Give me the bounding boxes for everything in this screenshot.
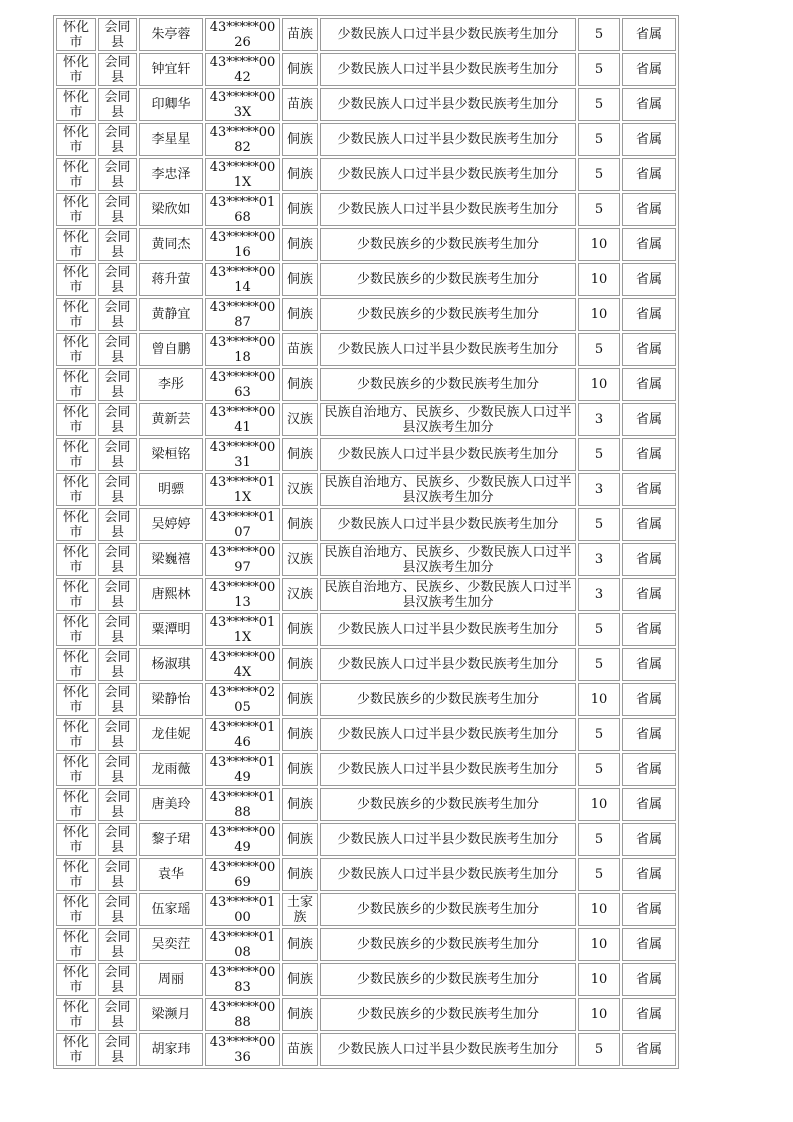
table-row [56,123,676,156]
bonus-points-cell: 10 [578,998,620,1031]
id-number-cell: 43*****0016 [205,228,280,261]
city-cell: 怀化市 [56,438,96,471]
ethnicity-cell: 侗族 [282,928,318,961]
id-number-cell: 43*****0014 [205,263,280,296]
table-row [56,963,676,996]
review-level-cell: 省属 [622,298,676,331]
bonus-reason-cell: 少数民族人口过半县少数民族考生加分 [320,18,576,51]
bonus-reason-cell: 少数民族人口过半县少数民族考生加分 [320,333,576,366]
name-cell: 周丽 [139,963,203,996]
review-level-cell: 省属 [622,578,676,611]
review-level-cell: 省属 [622,18,676,51]
review-level-cell: 省属 [622,1033,676,1066]
name-cell: 钟宜轩 [139,53,203,86]
ethnicity-cell: 侗族 [282,648,318,681]
name-cell: 梁濒月 [139,998,203,1031]
bonus-points-cell: 5 [578,88,620,121]
ethnicity-cell: 侗族 [282,368,318,401]
county-cell: 会同县 [98,823,137,856]
id-number-cell: 43*****0088 [205,998,280,1031]
county-cell: 会同县 [98,998,137,1031]
county-cell: 会同县 [98,613,137,646]
id-number-cell: 43*****0049 [205,823,280,856]
bonus-reason-cell: 少数民族人口过半县少数民族考生加分 [320,753,576,786]
review-level-cell: 省属 [622,473,676,506]
city-cell: 怀化市 [56,893,96,926]
id-number-cell: 43*****0146 [205,718,280,751]
table-row [56,578,676,611]
city-cell: 怀化市 [56,963,96,996]
id-number-cell: 43*****0168 [205,193,280,226]
ethnicity-cell: 侗族 [282,53,318,86]
county-cell: 会同县 [98,648,137,681]
bonus-points-cell: 10 [578,788,620,821]
table-row [56,683,676,716]
bonus-points-cell: 5 [578,648,620,681]
bonus-reason-cell: 民族自治地方、民族乡、少数民族人口过半县汉族考生加分 [320,473,576,506]
bonus-reason-cell: 少数民族乡的少数民族考生加分 [320,928,576,961]
bonus-points-table [53,15,679,1069]
county-cell: 会同县 [98,473,137,506]
table-row [56,508,676,541]
ethnicity-cell: 侗族 [282,998,318,1031]
table-row [56,228,676,261]
ethnicity-cell: 侗族 [282,613,318,646]
name-cell: 杨淑琪 [139,648,203,681]
ethnicity-cell: 侗族 [282,823,318,856]
city-cell: 怀化市 [56,158,96,191]
county-cell: 会同县 [98,333,137,366]
bonus-reason-cell: 少数民族乡的少数民族考生加分 [320,683,576,716]
bonus-points-cell: 3 [578,543,620,576]
county-cell: 会同县 [98,858,137,891]
bonus-reason-cell: 少数民族人口过半县少数民族考生加分 [320,1033,576,1066]
bonus-points-cell: 5 [578,823,620,856]
name-cell: 唐熙林 [139,578,203,611]
table-row [56,928,676,961]
bonus-reason-cell: 少数民族人口过半县少数民族考生加分 [320,648,576,681]
review-level-cell: 省属 [622,998,676,1031]
bonus-reason-cell: 民族自治地方、民族乡、少数民族人口过半县汉族考生加分 [320,578,576,611]
name-cell: 李忠泽 [139,158,203,191]
name-cell: 朱亭蓉 [139,18,203,51]
review-level-cell: 省属 [622,928,676,961]
bonus-reason-cell: 少数民族人口过半县少数民族考生加分 [320,88,576,121]
table-row [56,88,676,121]
county-cell: 会同县 [98,53,137,86]
id-number-cell: 43*****0097 [205,543,280,576]
bonus-points-cell: 5 [578,508,620,541]
name-cell: 伍家瑶 [139,893,203,926]
bonus-reason-cell: 少数民族人口过半县少数民族考生加分 [320,613,576,646]
county-cell: 会同县 [98,123,137,156]
ethnicity-cell: 土家族 [282,893,318,926]
id-number-cell: 43*****0069 [205,858,280,891]
county-cell: 会同县 [98,88,137,121]
id-number-cell: 43*****011X [205,613,280,646]
county-cell: 会同县 [98,1033,137,1066]
city-cell: 怀化市 [56,543,96,576]
bonus-points-cell: 10 [578,298,620,331]
review-level-cell: 省属 [622,823,676,856]
bonus-points-cell: 10 [578,368,620,401]
city-cell: 怀化市 [56,123,96,156]
ethnicity-cell: 侗族 [282,858,318,891]
review-level-cell: 省属 [622,683,676,716]
city-cell: 怀化市 [56,298,96,331]
review-level-cell: 省属 [622,158,676,191]
review-level-cell: 省属 [622,648,676,681]
id-number-cell: 43*****0036 [205,1033,280,1066]
county-cell: 会同县 [98,368,137,401]
table-row [56,823,676,856]
ethnicity-cell: 侗族 [282,788,318,821]
name-cell: 龙雨薇 [139,753,203,786]
name-cell: 明骠 [139,473,203,506]
county-cell: 会同县 [98,508,137,541]
city-cell: 怀化市 [56,263,96,296]
id-number-cell: 43*****0063 [205,368,280,401]
city-cell: 怀化市 [56,508,96,541]
county-cell: 会同县 [98,893,137,926]
city-cell: 怀化市 [56,193,96,226]
name-cell: 梁桓铭 [139,438,203,471]
county-cell: 会同县 [98,298,137,331]
city-cell: 怀化市 [56,753,96,786]
ethnicity-cell: 汉族 [282,473,318,506]
review-level-cell: 省属 [622,893,676,926]
ethnicity-cell: 侗族 [282,508,318,541]
table-row [56,53,676,86]
ethnicity-cell: 汉族 [282,543,318,576]
review-level-cell: 省属 [622,193,676,226]
county-cell: 会同县 [98,683,137,716]
county-cell: 会同县 [98,158,137,191]
bonus-points-cell: 10 [578,963,620,996]
table-row [56,718,676,751]
review-level-cell: 省属 [622,788,676,821]
table-row [56,263,676,296]
id-number-cell: 43*****0205 [205,683,280,716]
bonus-reason-cell: 民族自治地方、民族乡、少数民族人口过半县汉族考生加分 [320,403,576,436]
city-cell: 怀化市 [56,823,96,856]
bonus-points-cell: 10 [578,893,620,926]
review-level-cell: 省属 [622,53,676,86]
table-row [56,193,676,226]
bonus-reason-cell: 少数民族乡的少数民族考生加分 [320,788,576,821]
review-level-cell: 省属 [622,88,676,121]
city-cell: 怀化市 [56,403,96,436]
name-cell: 袁华 [139,858,203,891]
id-number-cell: 43*****0083 [205,963,280,996]
ethnicity-cell: 汉族 [282,578,318,611]
table-row [56,333,676,366]
bonus-reason-cell: 少数民族人口过半县少数民族考生加分 [320,438,576,471]
ethnicity-cell: 侗族 [282,158,318,191]
id-number-cell: 43*****004X [205,648,280,681]
county-cell: 会同县 [98,263,137,296]
name-cell: 李星星 [139,123,203,156]
table-row [56,1033,676,1066]
city-cell: 怀化市 [56,228,96,261]
name-cell: 胡家玮 [139,1033,203,1066]
review-level-cell: 省属 [622,263,676,296]
id-number-cell: 43*****0018 [205,333,280,366]
name-cell: 唐美玲 [139,788,203,821]
bonus-points-cell: 5 [578,613,620,646]
ethnicity-cell: 汉族 [282,403,318,436]
id-number-cell: 43*****0026 [205,18,280,51]
ethnicity-cell: 侗族 [282,683,318,716]
id-number-cell: 43*****0087 [205,298,280,331]
county-cell: 会同县 [98,578,137,611]
bonus-points-cell: 5 [578,123,620,156]
table-row [56,18,676,51]
id-number-cell: 43*****0149 [205,753,280,786]
name-cell: 梁巍禧 [139,543,203,576]
city-cell: 怀化市 [56,88,96,121]
id-number-cell: 43*****0100 [205,893,280,926]
city-cell: 怀化市 [56,578,96,611]
name-cell: 黄同杰 [139,228,203,261]
bonus-reason-cell: 少数民族人口过半县少数民族考生加分 [320,718,576,751]
ethnicity-cell: 苗族 [282,1033,318,1066]
ethnicity-cell: 侗族 [282,263,318,296]
table-row [56,368,676,401]
county-cell: 会同县 [98,18,137,51]
review-level-cell: 省属 [622,508,676,541]
city-cell: 怀化市 [56,473,96,506]
bonus-points-cell: 10 [578,263,620,296]
ethnicity-cell: 侗族 [282,438,318,471]
bonus-points-cell: 5 [578,438,620,471]
name-cell: 黎子珺 [139,823,203,856]
id-number-cell: 43*****011X [205,473,280,506]
name-cell: 曾自鹏 [139,333,203,366]
bonus-reason-cell: 少数民族人口过半县少数民族考生加分 [320,823,576,856]
table-body [56,18,676,1066]
bonus-points-cell: 5 [578,193,620,226]
ethnicity-cell: 侗族 [282,228,318,261]
ethnicity-cell: 侗族 [282,298,318,331]
id-number-cell: 43*****0082 [205,123,280,156]
bonus-points-cell: 5 [578,1033,620,1066]
name-cell: 龙佳妮 [139,718,203,751]
review-level-cell: 省属 [622,753,676,786]
name-cell: 粟潭明 [139,613,203,646]
table-row [56,473,676,506]
table-row [56,788,676,821]
ethnicity-cell: 苗族 [282,18,318,51]
table-row [56,648,676,681]
review-level-cell: 省属 [622,228,676,261]
bonus-points-cell: 3 [578,473,620,506]
bonus-points-cell: 10 [578,928,620,961]
city-cell: 怀化市 [56,788,96,821]
bonus-points-cell: 3 [578,578,620,611]
name-cell: 梁静怡 [139,683,203,716]
ethnicity-cell: 苗族 [282,88,318,121]
bonus-reason-cell: 少数民族人口过半县少数民族考生加分 [320,858,576,891]
review-level-cell: 省属 [622,438,676,471]
table-row [56,158,676,191]
id-number-cell: 43*****001X [205,158,280,191]
city-cell: 怀化市 [56,53,96,86]
bonus-points-cell: 10 [578,683,620,716]
bonus-reason-cell: 民族自治地方、民族乡、少数民族人口过半县汉族考生加分 [320,543,576,576]
bonus-reason-cell: 少数民族人口过半县少数民族考生加分 [320,123,576,156]
bonus-points-cell: 3 [578,403,620,436]
county-cell: 会同县 [98,963,137,996]
bonus-reason-cell: 少数民族乡的少数民族考生加分 [320,963,576,996]
table-row [56,543,676,576]
city-cell: 怀化市 [56,368,96,401]
bonus-reason-cell: 少数民族人口过半县少数民族考生加分 [320,158,576,191]
review-level-cell: 省属 [622,963,676,996]
city-cell: 怀化市 [56,718,96,751]
bonus-points-cell: 5 [578,53,620,86]
county-cell: 会同县 [98,928,137,961]
county-cell: 会同县 [98,403,137,436]
name-cell: 黄静宜 [139,298,203,331]
county-cell: 会同县 [98,543,137,576]
review-level-cell: 省属 [622,333,676,366]
city-cell: 怀化市 [56,998,96,1031]
name-cell: 黄新芸 [139,403,203,436]
id-number-cell: 43*****0188 [205,788,280,821]
name-cell: 吴奕茳 [139,928,203,961]
bonus-reason-cell: 少数民族乡的少数民族考生加分 [320,228,576,261]
county-cell: 会同县 [98,228,137,261]
bonus-reason-cell: 少数民族人口过半县少数民族考生加分 [320,508,576,541]
ethnicity-cell: 苗族 [282,333,318,366]
bonus-reason-cell: 少数民族乡的少数民族考生加分 [320,263,576,296]
id-number-cell: 43*****0041 [205,403,280,436]
id-number-cell: 43*****0107 [205,508,280,541]
city-cell: 怀化市 [56,1033,96,1066]
city-cell: 怀化市 [56,648,96,681]
bonus-points-cell: 5 [578,753,620,786]
id-number-cell: 43*****003X [205,88,280,121]
name-cell: 蒋升萤 [139,263,203,296]
name-cell: 李彤 [139,368,203,401]
review-level-cell: 省属 [622,718,676,751]
ethnicity-cell: 侗族 [282,718,318,751]
name-cell: 吴婷婷 [139,508,203,541]
review-level-cell: 省属 [622,613,676,646]
county-cell: 会同县 [98,753,137,786]
table-row [56,438,676,471]
review-level-cell: 省属 [622,543,676,576]
bonus-points-cell: 10 [578,228,620,261]
county-cell: 会同县 [98,718,137,751]
bonus-reason-cell: 少数民族乡的少数民族考生加分 [320,298,576,331]
ethnicity-cell: 侗族 [282,193,318,226]
bonus-points-cell: 5 [578,158,620,191]
table-row [56,858,676,891]
city-cell: 怀化市 [56,613,96,646]
bonus-points-cell: 5 [578,858,620,891]
name-cell: 印卿华 [139,88,203,121]
ethnicity-cell: 侗族 [282,123,318,156]
county-cell: 会同县 [98,788,137,821]
bonus-points-cell: 5 [578,333,620,366]
county-cell: 会同县 [98,193,137,226]
city-cell: 怀化市 [56,333,96,366]
ethnicity-cell: 侗族 [282,963,318,996]
city-cell: 怀化市 [56,683,96,716]
county-cell: 会同县 [98,438,137,471]
id-number-cell: 43*****0031 [205,438,280,471]
id-number-cell: 43*****0108 [205,928,280,961]
name-cell: 梁欣如 [139,193,203,226]
bonus-reason-cell: 少数民族乡的少数民族考生加分 [320,368,576,401]
table-row [56,298,676,331]
city-cell: 怀化市 [56,18,96,51]
ethnicity-cell: 侗族 [282,753,318,786]
review-level-cell: 省属 [622,403,676,436]
table-row [56,403,676,436]
city-cell: 怀化市 [56,858,96,891]
review-level-cell: 省属 [622,858,676,891]
table-row [56,893,676,926]
bonus-points-cell: 5 [578,18,620,51]
bonus-reason-cell: 少数民族人口过半县少数民族考生加分 [320,193,576,226]
bonus-reason-cell: 少数民族乡的少数民族考生加分 [320,893,576,926]
bonus-points-cell: 5 [578,718,620,751]
review-level-cell: 省属 [622,368,676,401]
city-cell: 怀化市 [56,928,96,961]
table-row [56,998,676,1031]
id-number-cell: 43*****0013 [205,578,280,611]
review-level-cell: 省属 [622,123,676,156]
table-row [56,613,676,646]
bonus-reason-cell: 少数民族人口过半县少数民族考生加分 [320,53,576,86]
bonus-reason-cell: 少数民族乡的少数民族考生加分 [320,998,576,1031]
table-row [56,753,676,786]
id-number-cell: 43*****0042 [205,53,280,86]
